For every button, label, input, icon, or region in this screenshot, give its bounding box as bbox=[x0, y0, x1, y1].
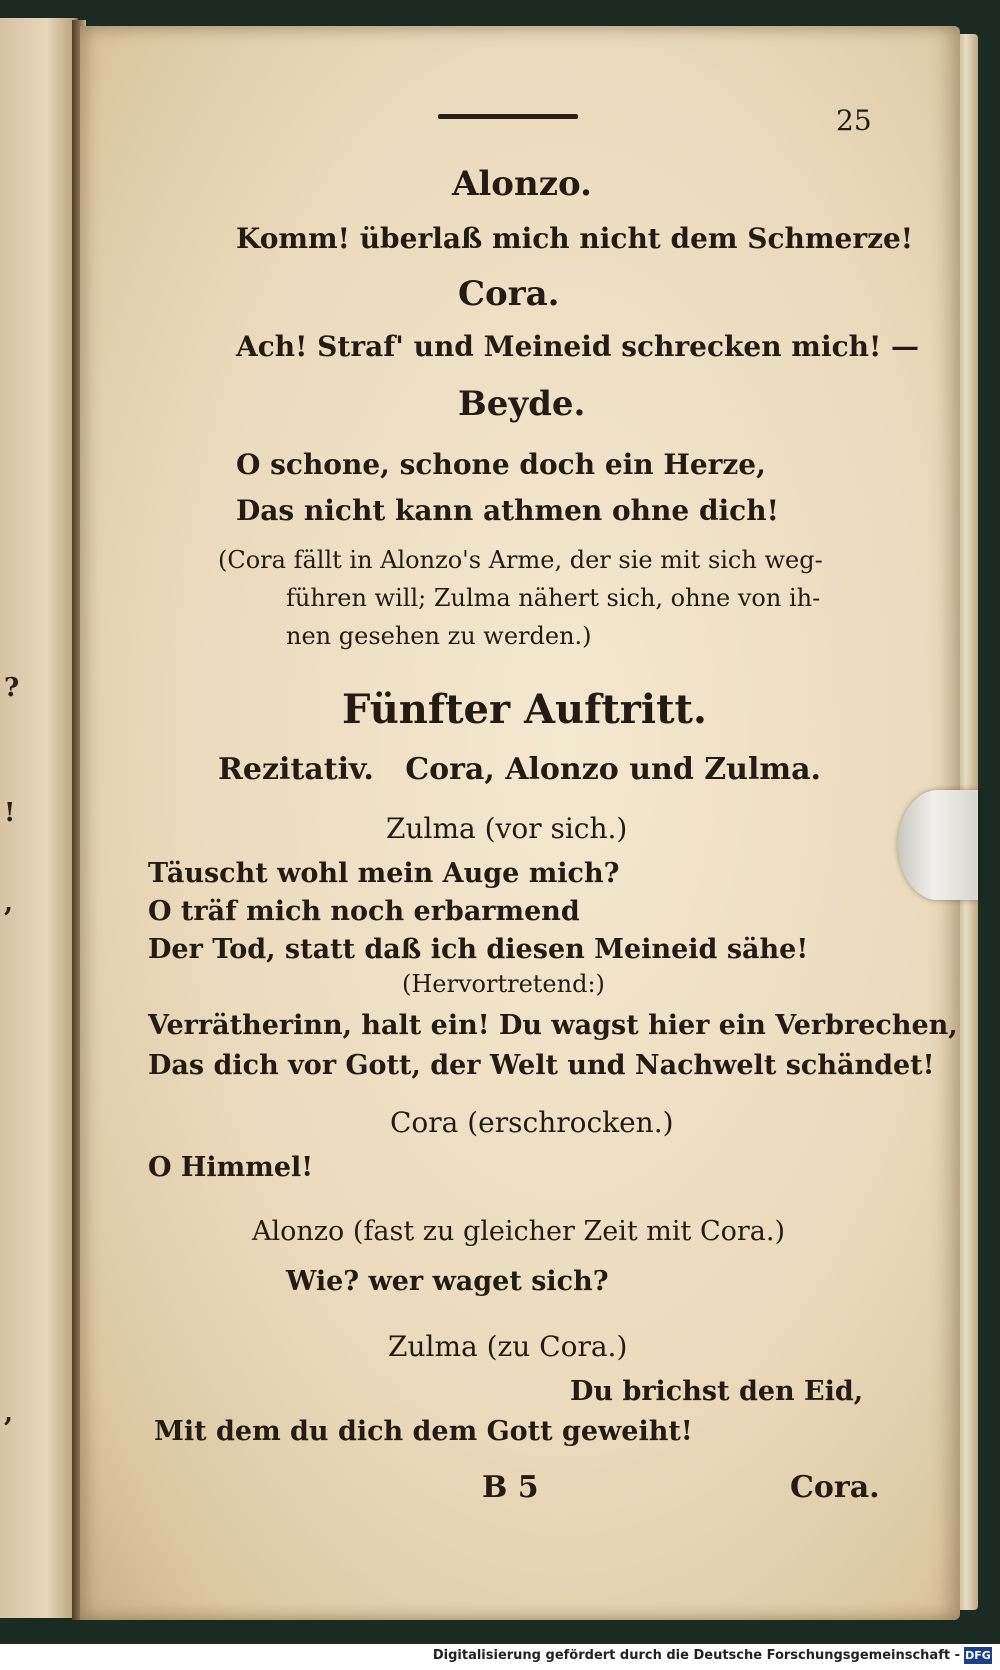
digitization-footer bbox=[0, 1644, 1000, 1670]
speaker-cora: Cora. bbox=[458, 274, 560, 314]
funding-credit: Digitalisierung gefördert durch die Deutsche Forschungsgemeinschaft - bbox=[432, 1648, 960, 1663]
verse-line: Täuscht wohl mein Auge mich? bbox=[148, 858, 620, 889]
verse-line: O Himmel! bbox=[148, 1152, 314, 1183]
speaker-zulma: Zulma (zu Cora.) bbox=[388, 1330, 628, 1363]
page-number: 25 bbox=[836, 104, 872, 137]
stage-direction: (Cora fällt in Alonzo's Arme, der sie mit sich weg- bbox=[218, 546, 823, 574]
speaker-beyde: Beyde. bbox=[458, 384, 586, 424]
verse-line: O schone, schone doch ein Herze, bbox=[236, 448, 766, 481]
speaker-alonzo: Alonzo (fast zu gleicher Zeit mit Cora.) bbox=[252, 1216, 785, 1247]
speaker-zulma: Zulma (vor sich.) bbox=[386, 812, 628, 845]
stage-direction: führen will; Zulma nähert sich, ohne von ih- bbox=[286, 584, 821, 612]
verse-line: Mit dem du dich dem Gott geweiht! bbox=[154, 1416, 693, 1447]
catchword: Cora. bbox=[790, 1470, 880, 1505]
dfg-logo: DFG bbox=[965, 1649, 991, 1662]
verse-line: Du brichst den Eid, bbox=[570, 1376, 864, 1407]
verse-line: Ach! Straf' und Meineid schrecken mich! — bbox=[236, 330, 920, 363]
left-facing-page: ? ! , , bbox=[0, 18, 78, 1618]
stage-direction: nen gesehen zu werden.) bbox=[286, 622, 592, 650]
page-clip bbox=[898, 790, 978, 900]
signature-mark: B 5 bbox=[482, 1470, 539, 1505]
stage-direction: (Hervortretend:) bbox=[402, 970, 605, 998]
verse-line: Das dich vor Gott, der Welt und Nachwelt schändet! bbox=[148, 1050, 935, 1081]
scene-heading: Fünfter Auftritt. bbox=[342, 686, 707, 733]
scene-cast: Rezitativ. Cora, Alonzo und Zulma. bbox=[218, 752, 821, 787]
verse-line: Komm! überlaß mich nicht dem Schmerze! bbox=[236, 222, 914, 255]
verse-line: Der Tod, statt daß ich diesen Meineid sähe! bbox=[148, 934, 809, 965]
verse-line: Wie? wer waget sich? bbox=[286, 1266, 609, 1297]
speaker-cora: Cora (erschrocken.) bbox=[390, 1106, 674, 1139]
verse-line: Das nicht kann athmen ohne dich! bbox=[236, 494, 779, 527]
verse-line: Verrätherinn, halt ein! Du wagst hier ein Verbrechen, bbox=[148, 1010, 958, 1041]
header-rule bbox=[438, 114, 578, 119]
verse-line: O träf mich noch erbarmend bbox=[148, 896, 580, 927]
speaker-alonzo: Alonzo. bbox=[452, 164, 592, 204]
